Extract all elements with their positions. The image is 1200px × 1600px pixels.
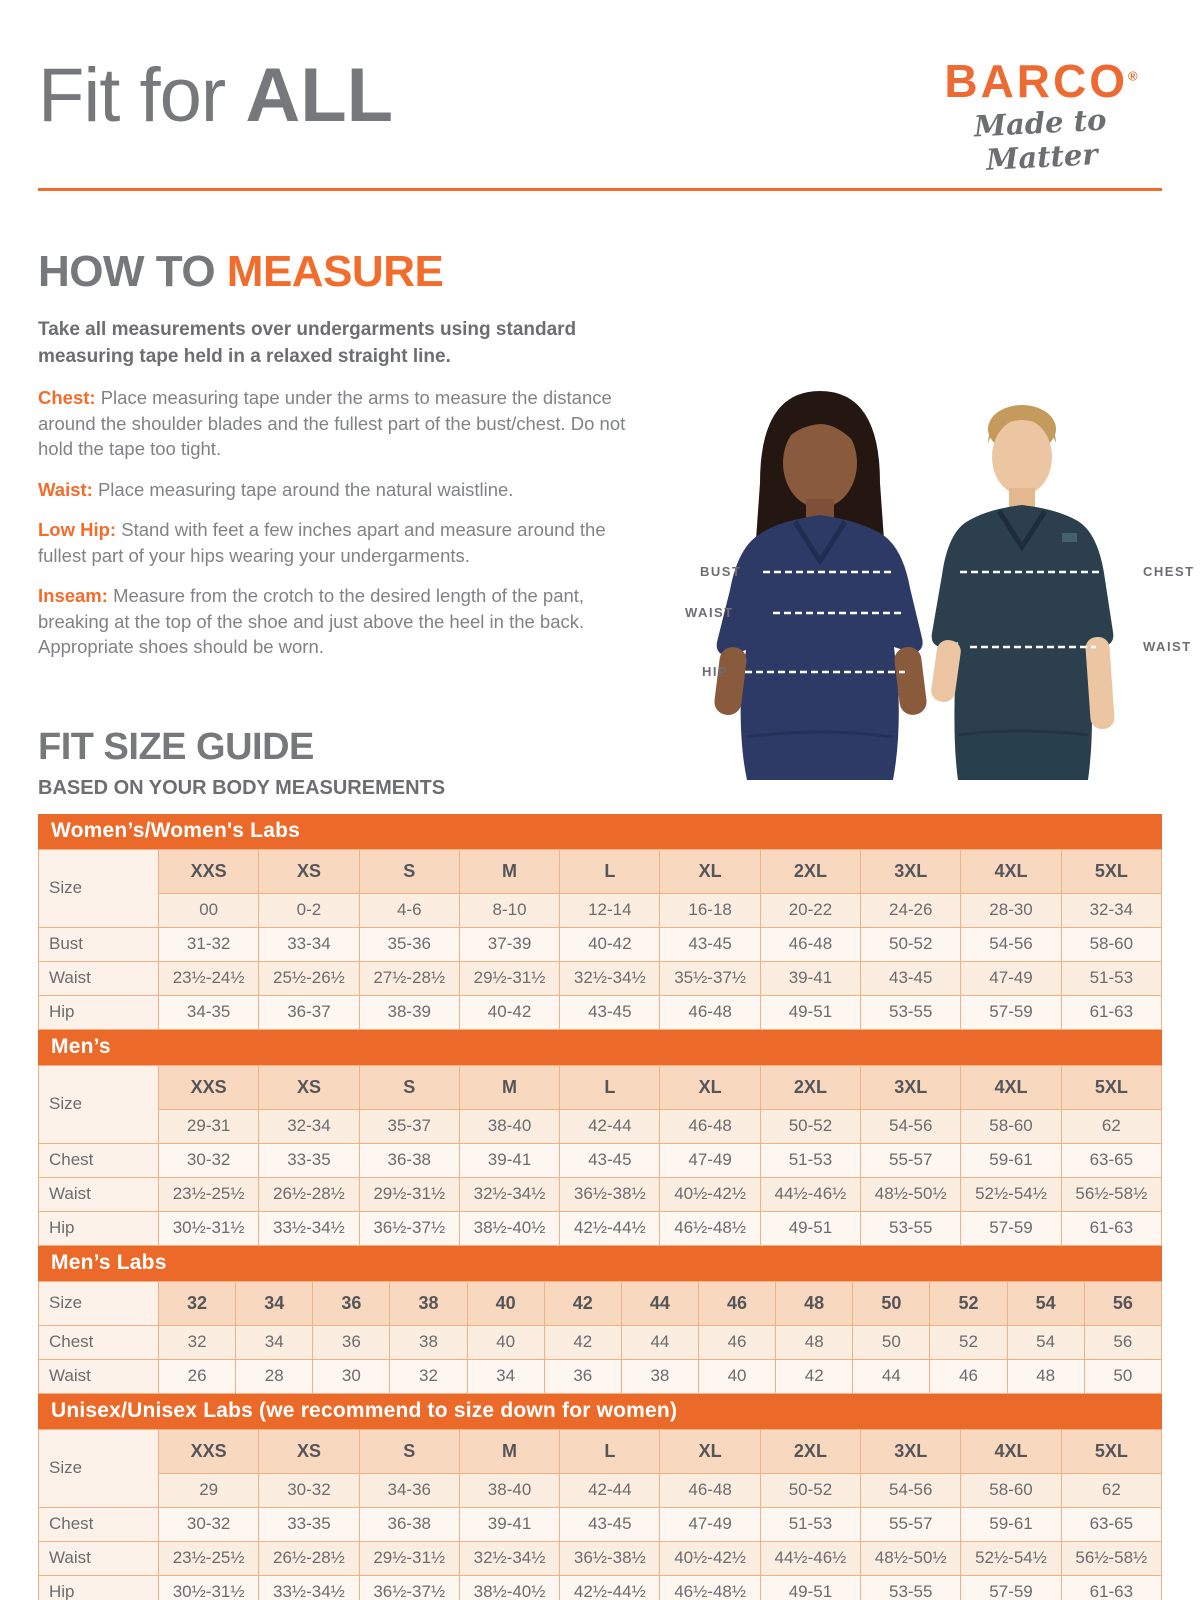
size-cell: 29½-31½ [459,961,559,995]
size-cell: M [459,849,559,893]
registered-mark-icon: ® [1128,68,1138,84]
row-label: Chest [39,1507,159,1541]
size-cell: XS [259,1429,359,1473]
size-cell: 36-38 [359,1507,459,1541]
size-cell: 33½-34½ [259,1575,359,1600]
size-cell: 49-51 [760,1211,860,1245]
male-model [930,405,1115,780]
size-cell: 43-45 [861,961,961,995]
table-title-band: Unisex/Unisex Labs (we recommend to size down for women) [38,1394,1162,1429]
size-cell: 48½-50½ [861,1541,961,1575]
size-cell: 23½-25½ [159,1541,259,1575]
size-cell: 32½-34½ [459,1541,559,1575]
measure-item-label: Waist: [38,478,93,500]
size-cell: 32 [390,1359,467,1393]
page-header [38,0,1162,177]
size-cell: 5XL [1061,1429,1161,1473]
row-label: Chest [39,1143,159,1177]
models-photo [660,383,1200,780]
size-cell: 38½-40½ [459,1211,559,1245]
size-cell: 48 [776,1281,853,1325]
size-table [38,1429,1162,1600]
measure-item-label: Low Hip: [38,519,117,541]
size-cell: 31-32 [159,927,259,961]
table-row [39,1281,1162,1325]
size-cell: 62 [1061,1473,1161,1507]
size-cell: 42½-44½ [560,1575,660,1600]
page-title [38,53,394,138]
table-row [39,961,1162,995]
size-table-section [38,814,1162,1030]
size-cell: 28 [236,1359,313,1393]
size-cell: 36-37 [259,995,359,1029]
size-cell: 39-41 [459,1507,559,1541]
size-cell: 37-39 [459,927,559,961]
size-cell: 36½-37½ [359,1211,459,1245]
size-cell: 44½-46½ [760,1541,860,1575]
size-cell: 29 [159,1473,259,1507]
measure-item-chest [38,385,643,462]
size-cell: 50-52 [861,927,961,961]
size-guide-tables [38,814,1162,1600]
size-cell: 46 [930,1359,1007,1393]
size-cell: 56½-58½ [1061,1541,1161,1575]
how-to-measure-heading: HOW TO MEASURE [38,247,444,296]
size-cell: 34 [236,1281,313,1325]
size-cell: 40-42 [459,995,559,1029]
brand-logo [926,55,1156,177]
size-cell: 58-60 [961,1473,1061,1507]
size-cell: 42 [544,1281,621,1325]
size-cell: 42-44 [560,1109,660,1143]
measure-item-label: Chest: [38,387,96,409]
chest-label: CHEST [1143,564,1195,579]
size-cell: 35-36 [359,927,459,961]
table-row [39,893,1162,927]
size-cell: 47-49 [660,1143,760,1177]
table-title-band: Men’s Labs [38,1246,1162,1281]
size-cell: 52½-54½ [961,1541,1061,1575]
size-cell: 36-38 [359,1143,459,1177]
size-cell: XXS [159,1065,259,1109]
measure-item-label: Inseam: [38,585,108,607]
size-cell: L [560,849,660,893]
size-cell: 44 [621,1281,698,1325]
measure-item-text: Place measuring tape under the arms to measure the distance around the shoulder blades and the fullest part of the bust/chest. Do not hold the tape too tight. [38,387,626,460]
size-cell: 56 [1084,1281,1161,1325]
size-cell: 5XL [1061,1065,1161,1109]
row-label: Size [39,1429,159,1507]
size-cell: 33-35 [259,1507,359,1541]
size-cell: 38-40 [459,1473,559,1507]
size-cell: 43-45 [560,1507,660,1541]
size-cell: 61-63 [1061,1211,1161,1245]
size-cell: 30½-31½ [159,1211,259,1245]
size-cell: 29½-31½ [359,1541,459,1575]
size-cell: 46 [698,1325,775,1359]
size-cell: 62 [1061,1109,1161,1143]
size-cell: 52 [930,1325,1007,1359]
size-cell: 5XL [1061,849,1161,893]
size-cell: 33-34 [259,927,359,961]
size-cell: 50-52 [760,1109,860,1143]
size-cell: 57-59 [961,995,1061,1029]
table-row [39,1109,1162,1143]
size-cell: 52½-54½ [961,1177,1061,1211]
brand-name: BARCO® [944,55,1138,107]
size-cell: 51-53 [760,1143,860,1177]
size-cell: 58-60 [1061,927,1161,961]
measure-item-text: Measure from the crotch to the desired length of the pant, breaking at the top of the shoe and just above the heel in the back. Appropriate shoes should be worn. [38,585,585,658]
page-title-regular: Fit for [38,53,246,138]
size-cell: 53-55 [861,1211,961,1245]
measure-item-low-hip [38,517,643,568]
size-cell: 46-48 [660,995,760,1029]
size-cell: 23½-24½ [159,961,259,995]
size-cell: 3XL [861,1429,961,1473]
row-label: Waist [39,1359,159,1393]
table-row [39,849,1162,893]
size-cell: 24-26 [861,893,961,927]
page-title-bold: ALL [245,53,394,138]
size-cell: 26½-28½ [259,1177,359,1211]
size-cell: 48 [776,1325,853,1359]
size-cell: 4-6 [359,893,459,927]
size-cell: 26 [159,1359,236,1393]
size-cell: 29-31 [159,1109,259,1143]
size-cell: M [459,1429,559,1473]
size-cell: 40 [698,1359,775,1393]
size-cell: 34 [236,1325,313,1359]
size-cell: 16-18 [660,893,760,927]
bust-label: BUST [700,564,742,579]
size-cell: 30-32 [159,1507,259,1541]
size-table [38,1281,1162,1394]
size-cell: 20-22 [760,893,860,927]
size-cell: XS [259,1065,359,1109]
size-cell: 32 [159,1325,236,1359]
size-cell: 29½-31½ [359,1177,459,1211]
row-label: Chest [39,1325,159,1359]
size-cell: 32½-34½ [560,961,660,995]
table-row [39,1177,1162,1211]
size-cell: 54 [1007,1281,1084,1325]
table-row [39,1211,1162,1245]
size-cell: 61-63 [1061,1575,1161,1600]
size-cell: 36½-38½ [560,1177,660,1211]
size-cell: 30-32 [259,1473,359,1507]
size-cell: 4XL [961,1429,1061,1473]
size-cell: 46½-48½ [660,1211,760,1245]
size-cell: 46 [698,1281,775,1325]
size-cell: 43-45 [560,1143,660,1177]
measure-intro: Take all measurements over undergarments using standard measuring tape held in a relaxed straight line. [38,319,577,367]
size-cell: 28-30 [961,893,1061,927]
size-cell: 36½-38½ [560,1541,660,1575]
brand-tagline: Made to Matter [973,102,1108,177]
size-table [38,849,1162,1030]
row-label: Waist [39,961,159,995]
table-row [39,995,1162,1029]
size-cell: 63-65 [1061,1143,1161,1177]
size-cell: M [459,1065,559,1109]
size-cell: 36 [544,1359,621,1393]
size-cell: 49-51 [760,1575,860,1600]
size-cell: 48½-50½ [861,1177,961,1211]
size-cell: XL [660,1065,760,1109]
size-cell: 2XL [760,849,860,893]
row-label: Hip [39,1211,159,1245]
size-cell: 43-45 [660,927,760,961]
size-cell: 50 [853,1281,930,1325]
size-cell: 38 [390,1325,467,1359]
row-label: Size [39,1281,159,1325]
size-cell: 42½-44½ [560,1211,660,1245]
size-cell: S [359,849,459,893]
size-cell: 27½-28½ [359,961,459,995]
size-cell: 42-44 [560,1473,660,1507]
size-cell: L [560,1065,660,1109]
size-cell: 44½-46½ [760,1177,860,1211]
size-cell: 48 [1007,1359,1084,1393]
table-title-band: Men’s [38,1030,1162,1065]
size-cell: 32-34 [1061,893,1161,927]
size-cell: 3XL [861,1065,961,1109]
size-cell: 36½-37½ [359,1575,459,1600]
size-cell: 4XL [961,1065,1061,1109]
table-row [39,1359,1162,1393]
row-label: Bust [39,927,159,961]
size-table-section [38,1030,1162,1246]
size-cell: 57-59 [961,1211,1061,1245]
measure-item-waist [38,477,643,503]
size-cell: 40 [467,1325,544,1359]
table-title-band: Women’s/Women's Labs [38,814,1162,849]
size-cell: 54 [1007,1325,1084,1359]
size-cell: 52 [930,1281,1007,1325]
table-row [39,1507,1162,1541]
size-cell: 36 [313,1325,390,1359]
female-model [713,391,928,780]
size-cell: 36 [313,1281,390,1325]
table-row [39,1325,1162,1359]
size-cell: 43-45 [560,995,660,1029]
size-cell: 40-42 [560,927,660,961]
size-cell: 46-48 [760,927,860,961]
size-cell: 8-10 [459,893,559,927]
size-cell: 32½-34½ [459,1177,559,1211]
measure-item-text: Place measuring tape around the natural waistline. [97,478,514,500]
table-row [39,1541,1162,1575]
size-cell: 12-14 [560,893,660,927]
size-cell: 53-55 [861,995,961,1029]
size-cell: 51-53 [1061,961,1161,995]
size-cell: 0-2 [259,893,359,927]
size-cell: 32 [159,1281,236,1325]
size-cell: 23½-25½ [159,1177,259,1211]
size-cell: XXS [159,849,259,893]
size-table-section [38,1394,1162,1600]
size-cell: 50 [853,1325,930,1359]
row-label: Hip [39,1575,159,1600]
size-cell: 38½-40½ [459,1575,559,1600]
size-cell: L [560,1429,660,1473]
size-cell: 46-48 [660,1473,760,1507]
fit-size-guide-heading: FIT SIZE GUIDE [38,725,314,768]
size-cell: 56 [1084,1325,1161,1359]
fit-size-guide-subheading: BASED ON YOUR BODY MEASUREMENTS [38,776,446,799]
table-row [39,927,1162,961]
hip-label: HIP [702,664,729,679]
size-cell: 46-48 [660,1109,760,1143]
size-cell: 49-51 [760,995,860,1029]
size-cell: 44 [853,1359,930,1393]
size-cell: 50-52 [760,1473,860,1507]
size-cell: 35½-37½ [660,961,760,995]
size-cell: 40½-42½ [660,1541,760,1575]
size-cell: 54-56 [961,927,1061,961]
size-cell: 56½-58½ [1061,1177,1161,1211]
size-cell: 38-40 [459,1109,559,1143]
size-cell: S [359,1065,459,1109]
size-cell: 58-60 [961,1109,1061,1143]
table-row [39,1143,1162,1177]
size-cell: XL [660,1429,760,1473]
size-cell: 3XL [861,849,961,893]
size-cell: 34-35 [159,995,259,1029]
table-row [39,1429,1162,1473]
waist-right-label: WAIST [1143,639,1192,654]
size-cell: 32-34 [259,1109,359,1143]
size-cell: 59-61 [961,1143,1061,1177]
header-divider [38,188,1162,191]
size-cell: 55-57 [861,1143,961,1177]
size-cell: 50 [1084,1359,1161,1393]
row-label: Waist [39,1541,159,1575]
size-cell: 26½-28½ [259,1541,359,1575]
size-cell: 2XL [760,1429,860,1473]
table-row [39,1473,1162,1507]
size-cell: 63-65 [1061,1507,1161,1541]
size-cell: 42 [776,1359,853,1393]
measure-item-text: Stand with feet a few inches apart and measure around the fullest part of your hips wearing your undergarments. [38,519,606,566]
size-cell: XXS [159,1429,259,1473]
row-label: Waist [39,1177,159,1211]
size-cell: 34 [467,1359,544,1393]
size-cell: 35-37 [359,1109,459,1143]
waist-left-label: WAIST [685,605,734,620]
size-cell: 59-61 [961,1507,1061,1541]
size-cell: 33-35 [259,1143,359,1177]
size-cell: 57-59 [961,1575,1061,1600]
size-table [38,1065,1162,1246]
size-cell: 42 [544,1325,621,1359]
size-cell: 40½-42½ [660,1177,760,1211]
size-cell: 54-56 [861,1473,961,1507]
size-cell: 38-39 [359,995,459,1029]
size-cell: 30-32 [159,1143,259,1177]
size-cell: 53-55 [861,1575,961,1600]
size-cell: 25½-26½ [259,961,359,995]
size-cell: 44 [621,1325,698,1359]
size-cell: 30 [313,1359,390,1393]
measure-item-inseam [38,583,643,660]
size-table-section [38,1246,1162,1394]
row-label: Size [39,849,159,927]
size-cell: 2XL [760,1065,860,1109]
row-label: Size [39,1065,159,1143]
size-cell: 40 [467,1281,544,1325]
size-cell: XL [660,849,760,893]
size-cell: 4XL [961,849,1061,893]
size-cell: 38 [621,1359,698,1393]
size-cell: 46½-48½ [660,1575,760,1600]
size-cell: 39-41 [459,1143,559,1177]
row-label: Hip [39,995,159,1029]
size-cell: 47-49 [961,961,1061,995]
size-cell: 47-49 [660,1507,760,1541]
size-cell: 61-63 [1061,995,1161,1029]
size-cell: 55-57 [861,1507,961,1541]
size-cell: S [359,1429,459,1473]
size-cell: 38 [390,1281,467,1325]
size-cell: 51-53 [760,1507,860,1541]
table-row [39,1575,1162,1600]
models-illustration [660,383,1200,780]
size-cell: XS [259,849,359,893]
size-cell: 33½-34½ [259,1211,359,1245]
table-row [39,1065,1162,1109]
size-cell: 39-41 [760,961,860,995]
size-cell: 54-56 [861,1109,961,1143]
size-cell: 34-36 [359,1473,459,1507]
size-cell: 00 [159,893,259,927]
size-cell: 30½-31½ [159,1575,259,1600]
